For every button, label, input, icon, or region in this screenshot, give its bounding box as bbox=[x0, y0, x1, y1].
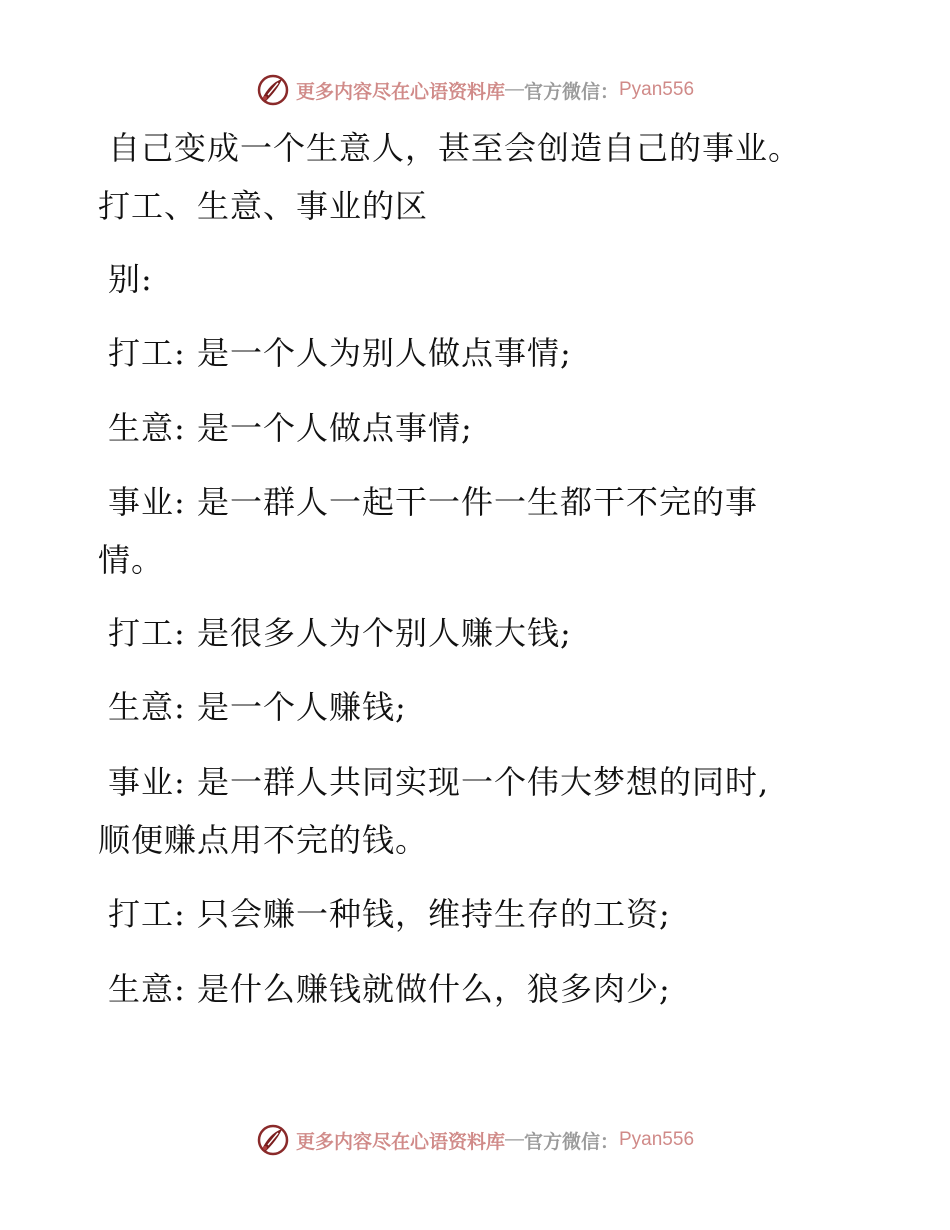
banner-text: 更多内容尽在心语资料库 bbox=[295, 80, 505, 103]
text-line: 事业: 是一群人共同实现一个伟大梦想的同时, bbox=[108, 763, 770, 801]
text-line: 顺便赚点用不完的钱。 bbox=[98, 821, 429, 859]
footer-banner bbox=[0, 1120, 950, 1160]
text-line: 事业: 是一群人一起干一件一生都干不完的事 bbox=[108, 483, 758, 521]
banner-wechat-label: 官方微信： bbox=[523, 1130, 619, 1153]
text-line: 别: bbox=[108, 260, 153, 298]
text-line: 生意: 是一个人赚钱; bbox=[108, 688, 407, 726]
banner-wechat-id: Pyan556 bbox=[619, 1129, 695, 1150]
text-line: 生意: 是什么赚钱就做什么，狼多肉少; bbox=[108, 970, 671, 1008]
text-line: 生意: 是一个人做点事情; bbox=[108, 409, 473, 447]
text-line: 打工、生意、事业的区 bbox=[98, 187, 429, 225]
text-line: 打工: 是很多人为个别人赚大钱; bbox=[108, 614, 572, 652]
pen-nib-logo-icon bbox=[256, 73, 290, 107]
text-line: 打工: 是一个人为别人做点事情; bbox=[108, 334, 572, 372]
banner-wechat-id: Pyan556 bbox=[619, 79, 695, 100]
pen-nib-logo-icon bbox=[256, 1123, 290, 1157]
banner-wechat-label: 官方微信： bbox=[523, 80, 619, 103]
banner-dash: — bbox=[504, 79, 524, 100]
text-line: 打工: 只会赚一种钱，维持生存的工资; bbox=[108, 895, 671, 933]
text-line: 情。 bbox=[98, 541, 165, 579]
banner-dash: — bbox=[504, 1129, 524, 1150]
header-banner bbox=[0, 70, 950, 110]
banner-text: 更多内容尽在心语资料库 bbox=[295, 1130, 505, 1153]
text-line: 自己变成一个生意人，甚至会创造自己的事业。 bbox=[108, 129, 802, 167]
